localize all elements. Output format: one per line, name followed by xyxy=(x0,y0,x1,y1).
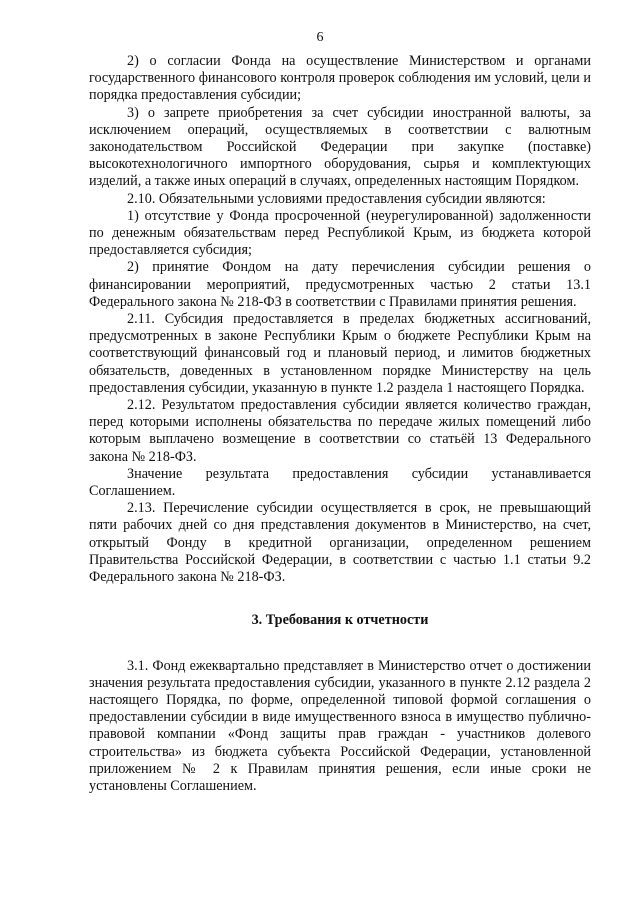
section-heading: 3. Требования к отчетности xyxy=(251,612,429,629)
paragraph-2-13: 2.13. Перечисление субсидии осуществляется в срок, не превышающий пяти рабочих дней со дня представления документов в Министерство, на счет, открытый Фонду в кредитной организации, определенном решением Правительства Российской Федерации, в соответствии с частью 1.1 статьи 9.2 Федерального закона № 218-ФЗ. xyxy=(89,500,591,586)
paragraph-3-1: 3.1. Фонд ежеквартально представляет в Министерство отчет о достижении значения результата предоставления субсидии, указанного в пункте 2.12 раздела 2 настоящего Порядка, по форме, определенной типовой формой соглашения о предоставлении субсидии в виде имущественного взноса в имущество публично-правовой компании «Фонд защиты прав граждан - участников долевого строительства» из бюджета субъекта Российской Федерации, установленной приложением № 2 к Правилам принятия решения, если иные сроки не установлены Соглашением. xyxy=(89,657,591,794)
paragraph-2-12: 2.12. Результатом предоставления субсидии является количество граждан, перед которыми исполнены обязательства по передаче жилых помещений либо которым выплачено возмещение в соответствии со статьёй 13 Федерального закона № 218-ФЗ. xyxy=(89,397,591,465)
paragraph-currency-ban: 3) о запрете приобретения за счет субсидии иностранной валюты, за исключением операций, осуществляемых в соответствии с валютным законодательством Российской Федерации при закупке (поставке) высокотехнологичного импортного оборудования, сырья и комплектующих изделий, а также иных операций в случаях, определенных настоящим Порядком. xyxy=(89,104,591,190)
page-number: 6 xyxy=(316,30,324,45)
paragraph-result-value: Значение результата предоставления субсидии устанавливается Соглашением. xyxy=(89,465,591,500)
paragraph-no-debt: 1) отсутствие у Фонда просроченной (неурегулированной) задолженности по денежным обязательствам перед Республикой Крым, из бюджета которой предоставляется субсидия; xyxy=(89,207,591,259)
paragraph-2-11: 2.11. Субсидия предоставляется в пределах бюджетных ассигнований, предусмотренных в законе Республики Крым о бюджете Республики Крым на соответствующий финансовый год и плановый период, и лимитов бюджетных обязательств, доведенных в установленном порядке Министерству на цель предоставления субсидии, указанную в пункте 1.2 раздела 1 настоящего Порядка. xyxy=(89,311,591,396)
document-body xyxy=(89,53,591,795)
paragraph-consent-control: 2) о согласии Фонда на осуществление Министерством и органами государственного финансового контроля проверок соблюдения им условий, цели и порядка предоставления субсидии; xyxy=(89,53,591,104)
paragraph-financing-decision: 2) принятие Фондом на дату перечисления субсидии решения о финансировании мероприятий, предусмотренных частью 2 статьи 13.1 Федерального закона № 218-ФЗ в соответствии с Правилами принятия решения. xyxy=(89,259,591,310)
paragraph-2-10: 2.10. Обязательными условиями предоставления субсидии являются: xyxy=(127,190,546,207)
